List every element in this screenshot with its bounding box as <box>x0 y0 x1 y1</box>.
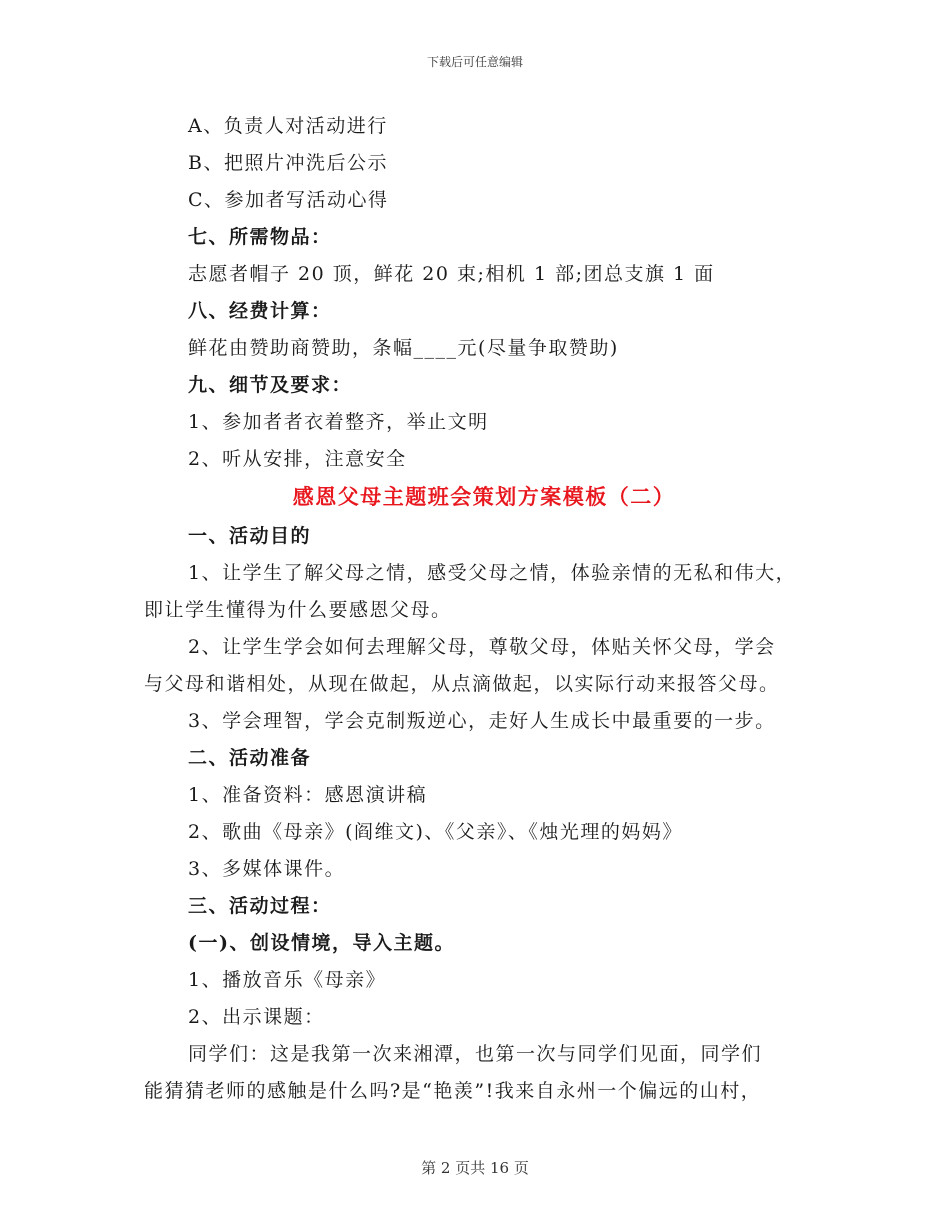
paragraph-line: 2、让学生学会如何去理解父母，尊敬父母，体贴关怀父母，学会 <box>188 636 776 658</box>
document-body <box>144 108 824 1110</box>
paragraph: 志愿者帽子 20 顶，鲜花 20 束;相机 1 部;团总支旗 1 面 <box>188 263 715 285</box>
document-title: 感恩父母主题班会策划方案模板（二） <box>292 484 676 509</box>
list-item: A、负责人对活动进行 <box>188 115 388 137</box>
paragraph <box>144 629 824 703</box>
paragraph: 3、学会理智，学会克制叛逆心，走好人生成长中最重要的一步。 <box>188 710 776 732</box>
section-heading: 九、细节及要求： <box>188 374 353 396</box>
section-heading: 三、活动过程： <box>188 895 332 917</box>
section-heading: 一、活动目的 <box>188 525 312 547</box>
list-item: 1、播放音乐《母亲》 <box>188 969 387 991</box>
paragraph-line: 能猜猜老师的感触是什么吗?是“艳羡”!我来自永州一个偏远的山村， <box>144 1080 762 1102</box>
section-heading: 二、活动准备 <box>188 747 312 769</box>
paragraph: 鲜花由赞助商赞助，条幅____元(尽量争取赞助) <box>188 337 619 359</box>
subsection-heading: (一)、创设情境，导入主题。 <box>188 932 455 954</box>
paragraph-line: 与父母和谐相处，从现在做起，从点滴做起，以实际行动来报答父母。 <box>144 673 780 695</box>
list-item: 2、出示课题： <box>188 1006 325 1028</box>
list-item: 2、听从安排，注意安全 <box>188 448 407 470</box>
paragraph-line: 同学们：这是我第一次来湘潭，也第一次与同学们见面，同学们 <box>188 1043 763 1065</box>
paragraph-line: 1、让学生了解父母之情，感受父母之情，体验亲情的无私和伟大， <box>188 562 797 584</box>
list-item: 3、多媒体课件。 <box>188 858 346 880</box>
paragraph-line: 即让学生懂得为什么要感恩父母。 <box>144 599 452 621</box>
page-footer: 第 2 页共 16 页 <box>421 1159 529 1177</box>
list-item: C、参加者写活动心得 <box>188 189 389 211</box>
list-item: B、把照片冲洗后公示 <box>188 152 388 174</box>
page-header: 下载后可任意编辑 <box>426 55 523 69</box>
list-item: 1、参加者者衣着整齐，举止文明 <box>188 411 489 433</box>
list-item: 1、准备资料：感恩演讲稿 <box>188 784 428 806</box>
list-item: 2、歌曲《母亲》(阎维文)、《父亲》、《烛光理的妈妈》 <box>188 821 683 843</box>
section-heading: 八、经费计算： <box>188 300 332 322</box>
paragraph <box>144 555 824 629</box>
paragraph <box>144 1036 824 1110</box>
section-heading: 七、所需物品： <box>188 226 332 248</box>
